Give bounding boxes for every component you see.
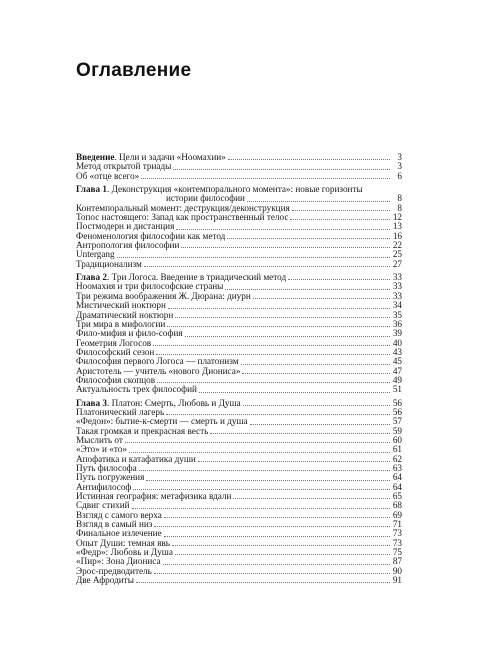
dot-leader [233,498,390,499]
toc-entry-text: Две Афродиты [76,576,134,586]
toc-entry-title [76,194,245,203]
toc-entry-text: . Цели и задачи «Ноомахии» [114,153,226,162]
toc-page-number: 56 [392,397,402,408]
toc-entry-text: Финальное излечение [76,529,162,539]
page-title: Оглавление [76,60,192,81]
toc-entry-title [76,529,162,538]
toc-page-number: 69 [392,509,402,520]
dot-leader [139,470,390,471]
toc-entry[interactable] [76,232,402,241]
toc-page-number: 73 [392,537,402,548]
toc-entry-title [76,576,134,585]
toc-entry-title [76,292,251,301]
toc-entry-text: Апофатика и катафатика души [76,454,196,464]
dot-leader [292,210,390,211]
dot-leader [185,336,390,337]
dot-leader [176,229,390,230]
toc-entry[interactable] [76,557,402,566]
toc-entry-text: Взгляд в самый низ [76,520,153,530]
toc-entry-title [76,222,174,231]
toc-entry-text: Взгляд с самого верха [76,510,162,520]
dot-leader [253,298,390,299]
toc-page-number: 91 [392,575,402,586]
dot-leader [117,257,390,258]
toc-entry-title [76,241,179,250]
toc-page-number: 36 [392,318,402,329]
toc-entry-text: Драматический ноктюрн [76,310,174,320]
toc-entry-text: Актуальность трех философий [76,385,197,395]
toc-entry[interactable] [76,520,402,529]
toc-entry-title [76,185,363,194]
dot-leader [129,452,390,453]
toc-page-number: 68 [392,500,402,511]
dot-leader [163,564,390,565]
dot-leader [198,461,390,462]
toc-page-number: 13 [392,221,402,232]
table-of-contents [76,153,402,585]
toc-entry-title [76,520,152,529]
toc-entry[interactable] [76,311,402,320]
toc-entry-text: Платонический лагерь [76,407,165,417]
toc-entry[interactable] [76,445,402,454]
toc-entry[interactable] [76,250,402,259]
toc-entry-title [76,329,183,338]
dot-leader [250,424,390,425]
toc-page-number: 60 [392,434,402,445]
toc-entry-text: Три режима воображения Ж. Дюрана: диурн [76,291,251,301]
toc-entry[interactable] [76,417,402,426]
toc-entry-title [76,376,155,385]
toc-entry[interactable] [76,427,402,436]
dot-leader [132,508,390,509]
toc-entry[interactable] [76,162,402,171]
toc-page-number: 34 [392,300,402,311]
toc-page-number: 90 [392,565,402,576]
toc-entry-text: Untergang [76,250,115,260]
toc-entry[interactable] [76,222,402,231]
toc-entry-text: «Федр»: Любовь и Душа [76,548,173,558]
toc-page-number: 16 [392,230,402,241]
toc-entry-title [76,311,173,320]
toc-entry-text: «Это» и «то» [76,445,127,455]
dot-leader [175,554,390,555]
toc-entry-text: Об «отце всего» [76,171,140,181]
toc-entry-text: . Платон: Смерть, Любовь и Душа [107,398,241,408]
toc-entry[interactable] [76,348,402,357]
dot-leader [153,345,390,346]
toc-page-number: 3 [397,161,402,172]
toc-page-number: 3 [397,152,402,162]
toc-page-number: 40 [392,337,402,348]
dot-leader [166,414,390,415]
dot-leader [164,517,390,518]
toc-entry-text: Истинная география: метафизика вдали [76,492,232,502]
toc-page-number: 43 [392,346,402,357]
toc-entry-title [76,417,248,426]
toc-page-number: 63 [392,463,402,473]
toc-entry[interactable] [76,539,402,548]
toc-entry-text: Ноомахия и три философские страны [76,282,224,292]
dot-leader [247,201,390,202]
toc-entry-text: Такая громкая и прекрасная весть [76,426,209,436]
dot-leader [181,247,390,248]
toc-entry[interactable] [76,376,402,385]
toc-entry[interactable] [76,408,402,417]
toc-entry[interactable] [76,367,402,376]
toc-page-number: 12 [392,212,402,223]
toc-entry-text: Мистический ноктюрн [76,301,166,311]
toc-page-number: 57 [392,416,402,427]
toc-entry-text: Сдвиг стихий [76,501,130,511]
toc-entry-text: Антифилософ [76,482,132,492]
toc-page-number: 59 [392,425,402,436]
toc-entry-text: Антропология философии [76,241,180,251]
dot-leader [144,266,390,267]
toc-entry-title [76,539,170,548]
toc-entry-text: Традиционализм [76,259,142,269]
toc-entry-title [76,260,142,269]
toc-entry-title [76,385,197,394]
toc-entry-text: Философия скопцов [76,375,156,385]
toc-entry-title [76,399,241,408]
toc-entry-text: Эрос-предводитель [76,566,152,576]
toc-page-number: 62 [392,453,402,464]
dot-leader [172,545,390,546]
dot-leader [290,219,390,220]
toc-entry-title [76,436,123,445]
toc-entry[interactable] [76,204,402,213]
toc-entry-text: истории философии [166,194,245,204]
toc-entry-title [76,492,231,501]
toc-entry[interactable] [76,483,402,492]
toc-page-number: 73 [392,528,402,539]
toc-entry[interactable] [76,473,402,482]
toc-chapter-entry[interactable] [76,273,402,282]
toc-entry-title [76,282,223,291]
dot-leader [146,480,390,481]
toc-entry[interactable] [76,464,402,473]
toc-entry-text: . Деконструкция «контемпорального момента»: новые горизонты [107,185,363,195]
dot-leader [154,526,390,527]
toc-entry-title [76,455,196,464]
toc-entry[interactable] [76,172,402,181]
toc-entry-title [76,250,115,259]
toc-entry[interactable] [76,511,402,520]
toc-entry-title [76,357,239,366]
toc-entry-text: Путь философа [76,464,137,473]
toc-entry[interactable] [76,194,402,203]
toc-page-number: 51 [392,384,402,395]
toc-entry-text: Постмодерн и дистанция [76,222,175,232]
toc-entry-title [76,320,165,329]
toc-entry-title [76,339,151,348]
toc-page-number: 65 [392,491,402,502]
toc-page-number: 33 [392,281,402,292]
toc-entry-title [76,301,166,310]
toc-entry[interactable] [76,501,402,510]
toc-page-number: 71 [392,519,402,530]
toc-entry-text: Философия первого Логоса — платонизм [76,357,239,367]
toc-entry[interactable] [76,301,402,310]
dot-leader [167,326,390,327]
toc-entry-title [76,348,154,357]
dot-leader [199,392,390,393]
toc-chapter-entry[interactable] [76,185,402,194]
toc-page-number: 35 [392,309,402,320]
toc-entry-title [76,204,290,213]
dot-leader [154,573,390,574]
toc-entry[interactable] [76,329,402,338]
toc-entry-title [76,232,225,241]
toc-page-number: 49 [392,374,402,385]
toc-entry-title [76,501,130,510]
toc-entry-text: «Пир»: Зона Диониса [76,557,161,567]
toc-entry-text: Метод открытой триады [76,162,172,172]
dot-leader [210,433,390,434]
toc-entry-text: Мыслить от [76,435,123,445]
toc-entry-title [76,511,162,520]
toc-entry[interactable] [76,492,402,501]
toc-entry-title [76,483,131,492]
toc-entry[interactable] [76,282,402,291]
dot-leader [288,279,390,280]
toc-page-number: 87 [392,556,402,567]
dot-leader [125,442,390,443]
toc-entry-title [76,557,161,566]
toc-page-number: 56 [392,406,402,417]
toc-page-number: 47 [392,365,402,376]
toc-page-number: 33 [392,290,402,301]
toc-entry-text: Контемпоральный момент: деструкция/деконструкция [76,203,290,213]
toc-entry-title [76,408,164,417]
toc-entry[interactable] [76,213,402,222]
toc-entry[interactable] [76,260,402,269]
toc-chapter-entry[interactable] [76,399,402,408]
toc-entry-text: Философский сезон [76,347,155,357]
dot-leader [241,364,390,365]
dot-leader [227,238,390,239]
toc-chapter-label: Глава 1 [76,185,108,195]
toc-entry-title [76,273,286,282]
dot-leader [242,373,390,374]
toc-entry[interactable] [76,241,402,250]
toc-chapter-label: Глава 2 [76,273,108,283]
dot-leader [156,354,390,355]
toc-chapter-label: Глава 3 [76,398,108,408]
toc-page-number: 39 [392,328,402,339]
toc-entry[interactable] [76,576,402,585]
dot-leader [136,582,390,583]
toc-entry[interactable] [76,455,402,464]
toc-entry-title [76,445,127,454]
toc-entry[interactable] [76,292,402,301]
dot-leader [168,308,390,309]
toc-page-number: 27 [392,258,402,269]
dot-leader [133,489,390,490]
toc-entry-title [76,172,139,181]
dot-leader [243,405,390,406]
toc-entry-title [76,567,152,576]
toc-page-number: 6 [397,170,402,181]
toc-page-number: 64 [392,481,402,492]
toc-entry-text: Топос настоящего: Запад как пространственный телос [76,213,289,223]
toc-page-number: 22 [392,240,402,251]
toc-entry-text: Феноменология философии как метод [76,231,226,241]
toc-entry-text: «Федон»: бытие-к-смерти — смерть и душа [76,417,248,427]
dot-leader [173,169,390,170]
toc-entry-title [76,153,226,162]
toc-entry-text: Аристотель — учитель «нового Диониса» [76,366,241,376]
toc-page-number: 8 [397,202,402,213]
toc-page-number: 75 [392,547,402,558]
toc-chapter-entry[interactable] [76,153,402,162]
toc-entry-text: Три мира в мифологии [76,319,166,329]
toc-entry-text: Путь погружения [76,473,145,483]
dot-leader [225,289,390,290]
toc-page-number: 33 [392,272,402,283]
dot-leader [175,317,390,318]
toc-page-number: 61 [392,444,402,455]
toc-page-number: 25 [392,249,402,260]
toc-entry-title [76,162,171,171]
toc-entry[interactable] [76,436,402,445]
toc-entry-text: . Три Логоса. Введение в триадический метод [107,273,287,283]
toc-entry-title [76,464,137,473]
toc-entry-text: Опыт Души: темная явь [76,538,170,548]
toc-entry[interactable] [76,320,402,329]
toc-page-number: 45 [392,356,402,367]
toc-entry-text: Фило-мифия и фило-софия [76,329,183,339]
toc-entry[interactable] [76,529,402,538]
dot-leader [157,382,390,383]
dot-leader [141,178,390,179]
toc-entry[interactable] [76,548,402,557]
toc-entry-title [76,427,208,436]
toc-chapter-label: Введение [76,153,115,162]
toc-entry-title [76,473,144,482]
toc-entry-title [76,213,288,222]
dot-leader [164,536,390,537]
toc-entry-title [76,367,240,376]
dot-leader [228,159,390,160]
toc-entry[interactable] [76,385,402,394]
toc-entry[interactable] [76,567,402,576]
toc-entry[interactable] [76,339,402,348]
toc-entry[interactable] [76,357,402,366]
toc-page-number: 64 [392,472,402,483]
toc-entry-text: Геометрия Логосов [76,338,152,348]
toc-entry-title [76,548,173,557]
toc-page-number: 8 [397,193,402,204]
